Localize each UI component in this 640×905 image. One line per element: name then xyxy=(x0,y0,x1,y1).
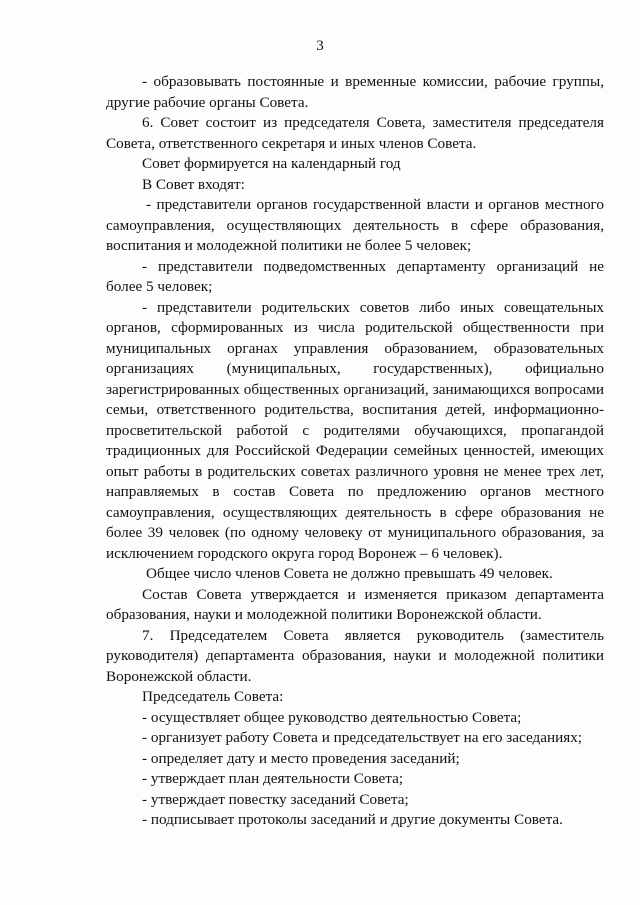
paragraph-10: 7. Председателем Совета является руководитель (заместитель руководителя) департамента образования, науки и молодежной политики Воронежской области. xyxy=(106,626,604,685)
document-body xyxy=(106,72,604,831)
paragraph-3: Совет формируется на календарный год xyxy=(142,155,401,172)
paragraph-16: - утверждает повестку заседаний Совета; xyxy=(142,790,409,808)
paragraph-14: - определяет дату и место проведения заседаний; xyxy=(142,749,460,767)
paragraph-5: - представители органов государственной власти и органов местного самоуправления, осуществляющих деятельность в сфере образования, воспитания и молодежной политики не более 5 человек; xyxy=(106,196,604,254)
paragraph-15: - утверждает план деятельности Совета; xyxy=(142,770,404,787)
paragraph-7: - представители родительских советов либо иных совещательных органов, сформированных из числа родительской общественности при муниципальных органах управления образованием, образовательных организациях (муниципальных, государственных), официально зарегистрированных общественных организаций, занимающихся вопросами семьи, ответственного родительства, воспитания детей, информационно-просветительской работой с родителями обучающихся, пропагандой традиционных для Российской Федерации семейных ценностей, имеющих опыт работы в родительских советах различного уровня не менее трех лет, направляемых в состав Совета по предложению органов местного самоуправления, осуществляющих деятельность в сфере образования не более 39 человек (по одному человеку от муниципального образования, за исключением городского округа город Воронеж – 6 человек). xyxy=(106,298,604,562)
paragraph-13: - организует работу Совета и председательствует на его заседаниях; xyxy=(142,729,583,746)
paragraph-11: Председатель Совета: xyxy=(142,688,284,705)
paragraph-12: - осуществляет общее руководство деятельностью Совета; xyxy=(142,708,522,726)
paragraph-2: 6. Совет состоит из председателя Совета, заместителя председателя Совета, ответственного секретаря и иных членов Совета. xyxy=(106,114,604,152)
paragraph-6: - представители подведомственных департаменту организаций не более 5 человек; xyxy=(106,257,604,295)
paragraph-8: Общее число членов Совета не должно превышать 49 человек. xyxy=(146,565,553,582)
paragraph-4: В Совет входят: xyxy=(142,175,245,193)
page-number: 3 xyxy=(316,38,324,54)
paragraph-1: - образовывать постоянные и временные комиссии, рабочие группы, другие рабочие органы Совета. xyxy=(106,73,604,111)
paragraph-17: - подписывает протоколы заседаний и другие документы Совета. xyxy=(142,811,563,828)
paragraph-9: Состав Совета утверждается и изменяется приказом департамента образования, науки и молодежной политики Воронежской области. xyxy=(106,585,604,623)
